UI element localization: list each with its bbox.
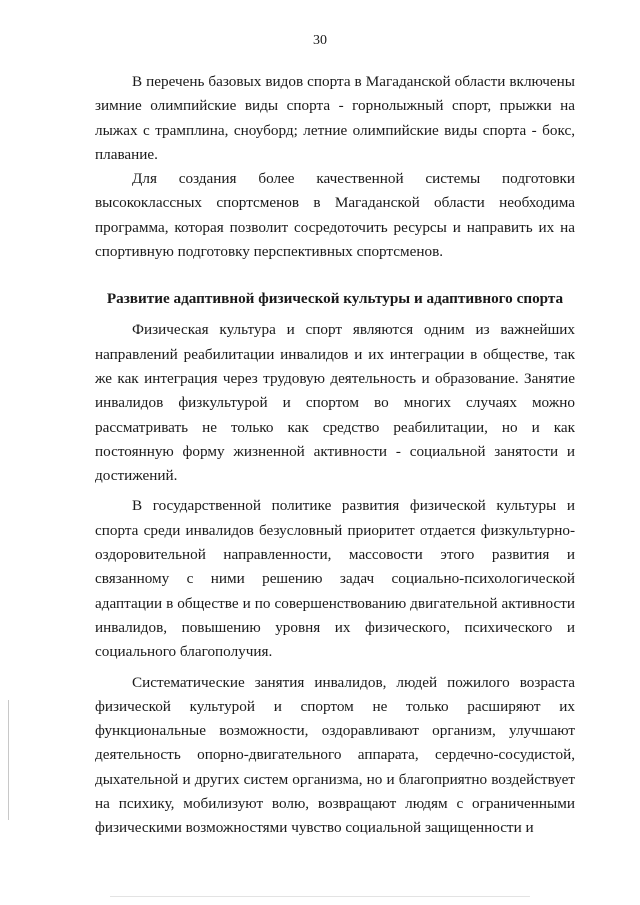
paragraph-state-policy: В государственной политике развития физической культуры и спорта среди инвалидов безусловный приоритет отдается физкультурно-оздоровительной направленности, массовости этого развития и связанному с ними решению задач социально-психологической адаптации в обществе и по совершенствованию двигательной активности инвалидов, повышению уровня их физического, психического и социального благополучия. bbox=[95, 497, 575, 661]
section-heading: Развитие адаптивной физической культуры и адаптивного спорта bbox=[106, 290, 564, 308]
paragraph-systematic-exercise: Систематические занятия инвалидов, людей пожилого возраста физической культурой и спортом не только расширяют их функциональные возможности, оздоравливают организм, улучшают деятельность опорно-двигательного аппарата, сердечно-сосудистой, дыхательной и других систем организма, но и благоприятно воздействует на психику, мобилизуют волю, возвращают людям с ограниченными физическими возможностями чувство социальной защищенности и bbox=[95, 673, 575, 837]
page-body bbox=[95, 70, 575, 841]
scan-edge-mark-left bbox=[8, 700, 9, 820]
paragraph-base-sports: В перечень базовых видов спорта в Магаданской области включены зимние олимпийские виды спорта - горнолыжный спорт, прыжки на лыжах с трамплина, сноуборд; летние олимпийские виды спорта - бокс, плавание. bbox=[95, 73, 575, 163]
page-number: 30 bbox=[313, 33, 327, 48]
paragraph-rehabilitation: Физическая культура и спорт являются одним из важнейших направлений реабилитации инвалидов и их интеграции в обществе, так же как интеграция через трудовую деятельность и образование. Занятие инвалидов физкультурой и спортом во многих случаях можно рассматривать не только как средство реабилитации, но и как постоянную форму жизненной активности - социальной занятости и достижений. bbox=[95, 321, 575, 485]
scan-edge-mark-bottom bbox=[110, 896, 530, 897]
paragraph-training-program: Для создания более качественной системы подготовки высококлассных спортсменов в Магаданской области необходима программа, которая позволит сосредоточить ресурсы и направить их на спортивную подготовку перспективных спортсменов. bbox=[95, 170, 575, 261]
